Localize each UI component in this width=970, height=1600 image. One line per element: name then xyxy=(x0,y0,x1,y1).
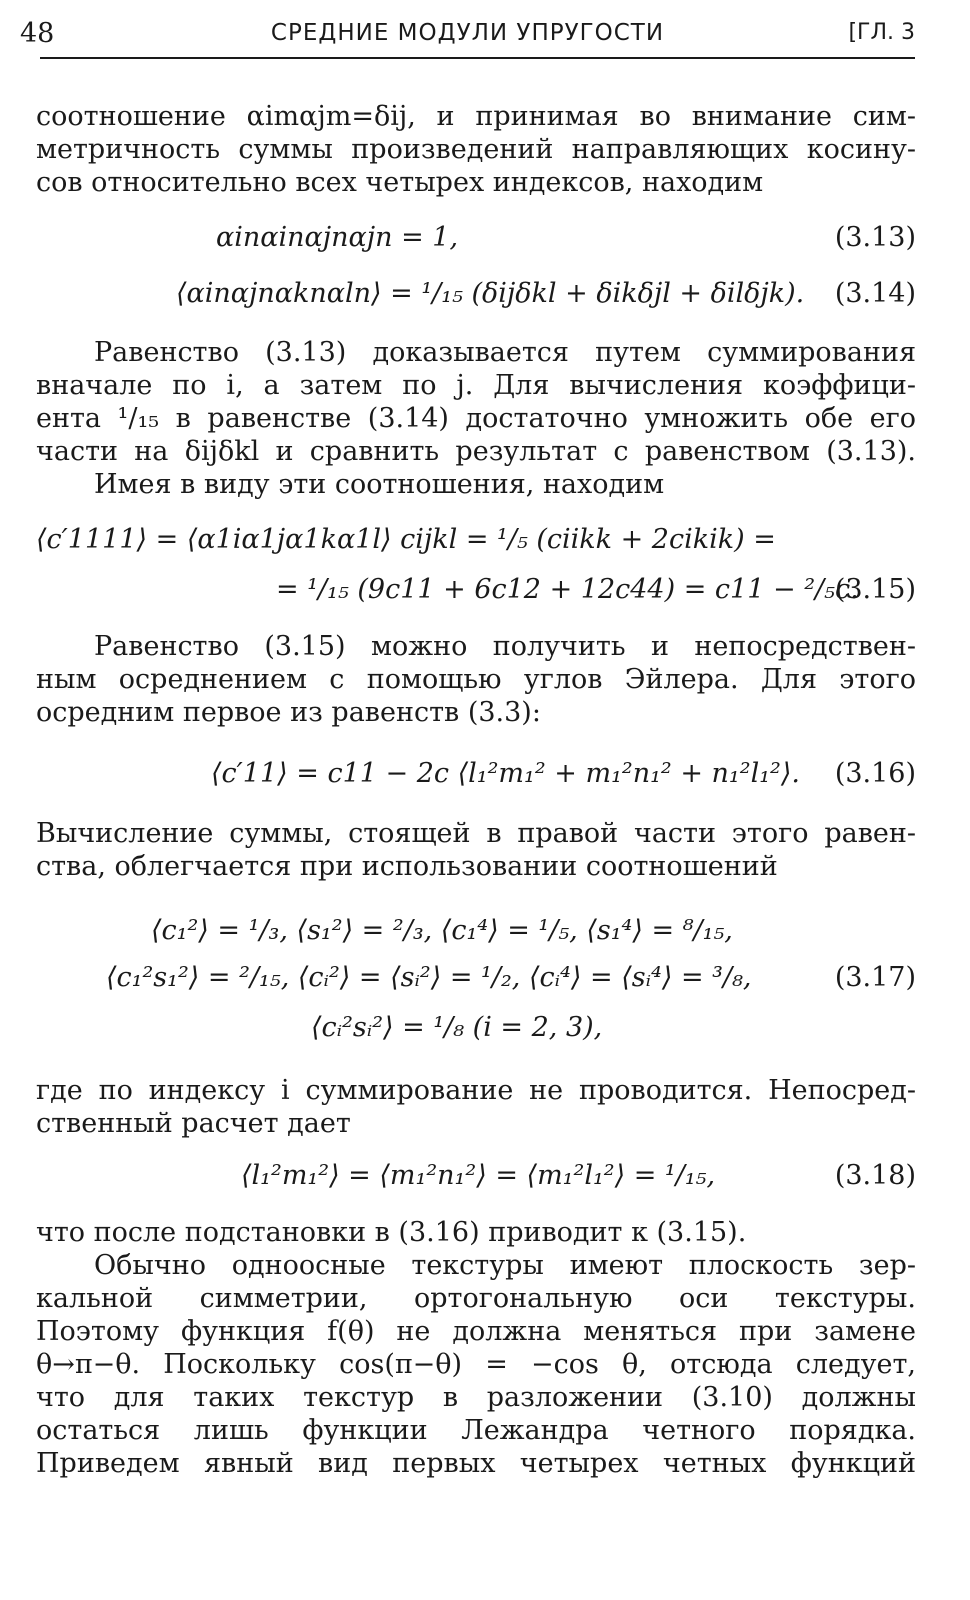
paragraph-texture xyxy=(36,1216,916,1480)
equation-3-17-line1 xyxy=(36,915,916,949)
paragraph-direct xyxy=(36,1074,916,1140)
text-line: Равенство (3.13) доказывается путем суммирования xyxy=(94,337,916,368)
text-line: части на δijδkl и сравнить результат с равенством (3.13). xyxy=(36,436,916,467)
running-header xyxy=(20,12,915,50)
paragraph-proof xyxy=(36,336,916,501)
text-line: Обычно одноосные текстуры имеют плоскость зер- xyxy=(94,1250,916,1281)
equation-expression: = ¹/₁₅ (9c11 + 6c12 + 12c44) = c11 − ²/₅c. xyxy=(276,574,859,605)
paragraph-intro xyxy=(36,100,916,199)
equation-3-15-line2 xyxy=(36,574,916,608)
chapter-marker: [ГЛ. 3 xyxy=(848,20,915,45)
equation-3-17-line3 xyxy=(36,1012,916,1046)
running-title: СРЕДНИЕ МОДУЛИ УПРУГОСТИ xyxy=(270,20,665,46)
equation-3-15-line1 xyxy=(36,524,916,558)
equation-3-16 xyxy=(36,758,916,792)
paragraph-sum xyxy=(36,817,916,883)
text-line: ента ¹/₁₅ в равенстве (3.14) достаточно умножить обе его xyxy=(36,403,916,434)
equation-expression: ⟨cᵢ²sᵢ²⟩ = ¹/₈ (i = 2, 3), xyxy=(311,1012,603,1043)
text-line: что после подстановки в (3.16) приводит к (3.15). xyxy=(36,1217,747,1248)
text-line: Вычисление суммы, стоящей в правой части этого равен- xyxy=(36,818,916,849)
equation-number: (3.13) xyxy=(834,222,916,253)
equation-expression: ⟨c₁²s₁²⟩ = ²/₁₅, ⟨cᵢ²⟩ = ⟨sᵢ²⟩ = ¹/₂, ⟨cᵢ⁴⟩ = ⟨sᵢ⁴⟩ = ³/₈, xyxy=(106,962,752,993)
text-line: остаться лишь функции Лежандра четного порядка. xyxy=(36,1415,916,1446)
text-line: что для таких текстур в разложении (3.10) должны xyxy=(36,1382,916,1413)
text-line: соотношение αimαjm=δij, и принимая во внимание сим- xyxy=(36,101,916,132)
equation-3-17-line2 xyxy=(36,962,916,996)
text-line: ства, облегчается при использовании соотношений xyxy=(36,851,778,882)
text-line: сов относительно всех четырех индексов, находим xyxy=(36,167,764,198)
equation-expression: ⟨c′11⟩ = c11 − 2c ⟨l₁²m₁² + m₁²n₁² + n₁²l₁²⟩. xyxy=(211,758,800,789)
equation-number: (3.16) xyxy=(834,758,916,789)
text-line: θ→π−θ. Поскольку cos(π−θ) = −cos θ, отсюда следует, xyxy=(36,1349,916,1380)
equation-3-14 xyxy=(36,278,916,312)
equation-number: (3.14) xyxy=(834,278,916,309)
equation-expression: ⟨c′1111⟩ = ⟨α1iα1jα1kα1l⟩ cijkl = ¹/₅ (ciikk + 2cikik) = xyxy=(36,524,776,555)
equation-expression: αinαinαjnαjn = 1, xyxy=(216,222,459,253)
paragraph-euler xyxy=(36,630,916,729)
equation-number: (3.17) xyxy=(834,962,916,993)
text-line: метричность суммы произведений направляющих косину- xyxy=(36,134,916,165)
page-number: 48 xyxy=(20,18,55,49)
equation-3-13 xyxy=(36,222,916,256)
text-line: Равенство (3.15) можно получить и непосредствен- xyxy=(94,631,916,662)
text-line: Имея в виду эти соотношения, находим xyxy=(94,469,665,500)
text-line: Поэтому функция f(θ) не должна меняться при замене xyxy=(36,1316,916,1347)
equation-expression: ⟨αinαjnαknαln⟩ = ¹/₁₅ (δijδkl + δikδjl + δilδjk). xyxy=(176,278,805,309)
equation-expression: ⟨c₁²⟩ = ¹/₃, ⟨s₁²⟩ = ²/₃, ⟨c₁⁴⟩ = ¹/₅, ⟨s₁⁴⟩ = ⁸/₁₅, xyxy=(151,915,733,946)
equation-number: (3.15) xyxy=(834,574,916,605)
text-line: вначале по i, а затем по j. Для вычисления коэффици- xyxy=(36,370,916,401)
text-line: ным осреднением с помощью углов Эйлера. Для этого xyxy=(36,664,916,695)
text-line: где по индексу i суммирование не проводится. Непосред- xyxy=(36,1075,916,1106)
equation-number: (3.18) xyxy=(834,1160,916,1191)
header-rule xyxy=(40,57,915,59)
equation-expression: ⟨l₁²m₁²⟩ = ⟨m₁²n₁²⟩ = ⟨m₁²l₁²⟩ = ¹/₁₅, xyxy=(241,1160,716,1191)
equation-3-18 xyxy=(36,1160,916,1194)
text-line: осредним первое из равенств (3.3): xyxy=(36,697,541,728)
text-line: кальной симметрии, ортогональную оси текстуры. xyxy=(36,1283,916,1314)
text-line: Приведем явный вид первых четырех четных функций xyxy=(36,1448,916,1479)
text-line: ственный расчет дает xyxy=(36,1108,351,1139)
